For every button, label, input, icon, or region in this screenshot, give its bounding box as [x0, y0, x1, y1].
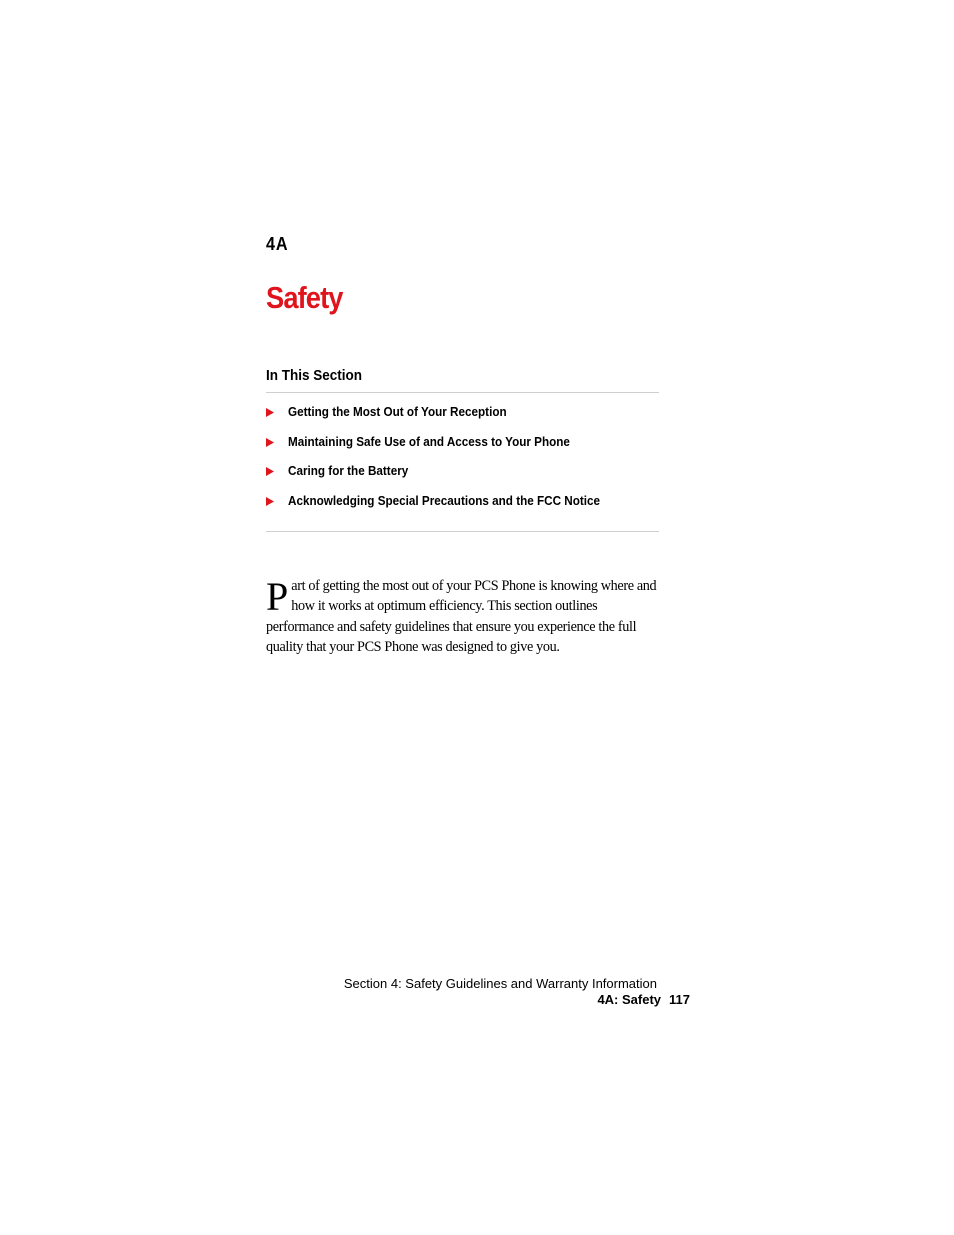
chapter-title: Safety [266, 280, 343, 315]
toc-item-label[interactable]: Caring for the Battery [288, 463, 409, 479]
toc-bottom-rule [266, 531, 659, 532]
toc-item[interactable] [266, 404, 666, 434]
intro-text: art of getting the most out of your PCS Phone is knowing where and how it works at optimum efficiency. This section outlines performance and safety guidelines that ensure you experience the full quality that your PCS Phone was designed to give you. [266, 578, 657, 655]
toc-item-label[interactable]: Maintaining Safe Use of and Access to Your Phone [288, 433, 570, 449]
toc-item[interactable] [266, 434, 666, 464]
toc-item-label[interactable]: Getting the Most Out of Your Reception [288, 404, 507, 419]
running-head-label: 4A: Safety [597, 992, 662, 1007]
footer-running-head [597, 992, 690, 1007]
toc-heading: In This Section [266, 367, 363, 384]
toc-list [266, 404, 666, 523]
drop-cap: P [266, 574, 289, 619]
page-number: 117 [669, 992, 690, 1007]
red-triangle-right-icon [266, 463, 288, 476]
toc-top-rule [266, 392, 659, 393]
intro-paragraph [266, 576, 661, 657]
toc-item[interactable] [266, 493, 666, 523]
toc-item[interactable] [266, 463, 666, 493]
red-triangle-right-icon [266, 493, 288, 506]
toc-item-label[interactable]: Acknowledging Special Precautions and the FCC Notice [288, 493, 601, 509]
footer-section-line: Section 4: Safety Guidelines and Warranty Information [343, 976, 657, 991]
section-number: 4A [266, 234, 289, 254]
red-triangle-right-icon [266, 434, 288, 447]
red-triangle-right-icon [266, 404, 288, 417]
